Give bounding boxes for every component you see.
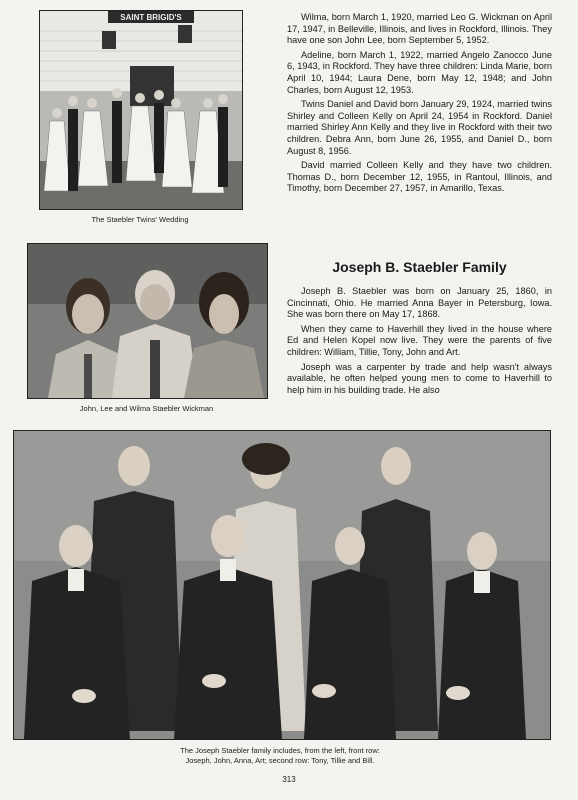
paragraph-carpenter: Joseph was a carpenter by trade and help wasn't always available, he often helped young men to come to Haverhill to help him in his building trade. He also xyxy=(287,361,552,395)
right-column-text xyxy=(287,12,552,198)
wedding-caption: The Staebler Twins' Wedding xyxy=(91,215,189,224)
paragraph-twins: Twins Daniel and David born January 29, 1924, married twins Shirley and Colleen Kelly on April 24, 1954 in Rockford. Daniel married Shirley Ann Kelly and they live in Rockford with their two children. Debra Ann, born June 26, 1955, and Daniel D., born August 8, 1956. xyxy=(287,99,552,156)
section-heading: Joseph B. Staebler Family xyxy=(332,259,507,275)
family-photo xyxy=(13,430,551,740)
family-caption-line1: The Joseph Staebler family includes, from the left, front row: xyxy=(180,746,380,755)
paragraph-joseph-birth: Joseph B. Staebler was born on January 25, 1860, in Cincinnati, Ohio. He married Anna Bayer in Petersburg, Iowa. She was born there on May 17, 1868. xyxy=(287,286,552,320)
paragraph-wilma: Wilma, born March 1, 1920, married Leo G. Wickman on April 17, 1947, in Belleville, Illinois, and lives in Rockford, Illinois. They have one son John Lee, born September 5, 1952. xyxy=(287,12,552,46)
svg-text:SAINT BRIGID'S: SAINT BRIGID'S xyxy=(120,13,182,22)
paragraph-adeline: Adeline, born March 1, 1922, married Angelo Zanocco June 6, 1943, in Rockford. They have three children: Linda Marie, born April 10, 1944; Laura Dene, born May 12, 1948; and John Charles, born August 12, 1953. xyxy=(287,49,552,95)
wedding-photo xyxy=(39,10,243,210)
family-caption xyxy=(100,746,460,766)
wickman-caption: John, Lee and Wilma Staebler Wickman xyxy=(79,404,214,413)
family-column-text xyxy=(287,286,552,399)
paragraph-david: David married Colleen Kelly and they have two children. Thomas D., born December 12, 1955, in Rantoul, Illinois, and Timothy, born December 27, 1957, in Amarillo, Texas. xyxy=(287,160,552,194)
paragraph-haverhill: When they came to Haverhill they lived in the house where Ed and Helen Kopel now live. They were the parents of five children: William, Tillie, Tony, John and Art. xyxy=(287,323,552,357)
family-caption-line2: Joseph, John, Anna, Art; second row: Tony, Tillie and Bill. xyxy=(185,756,375,765)
page-number: 313 xyxy=(282,775,296,784)
wickman-photo xyxy=(27,243,268,399)
